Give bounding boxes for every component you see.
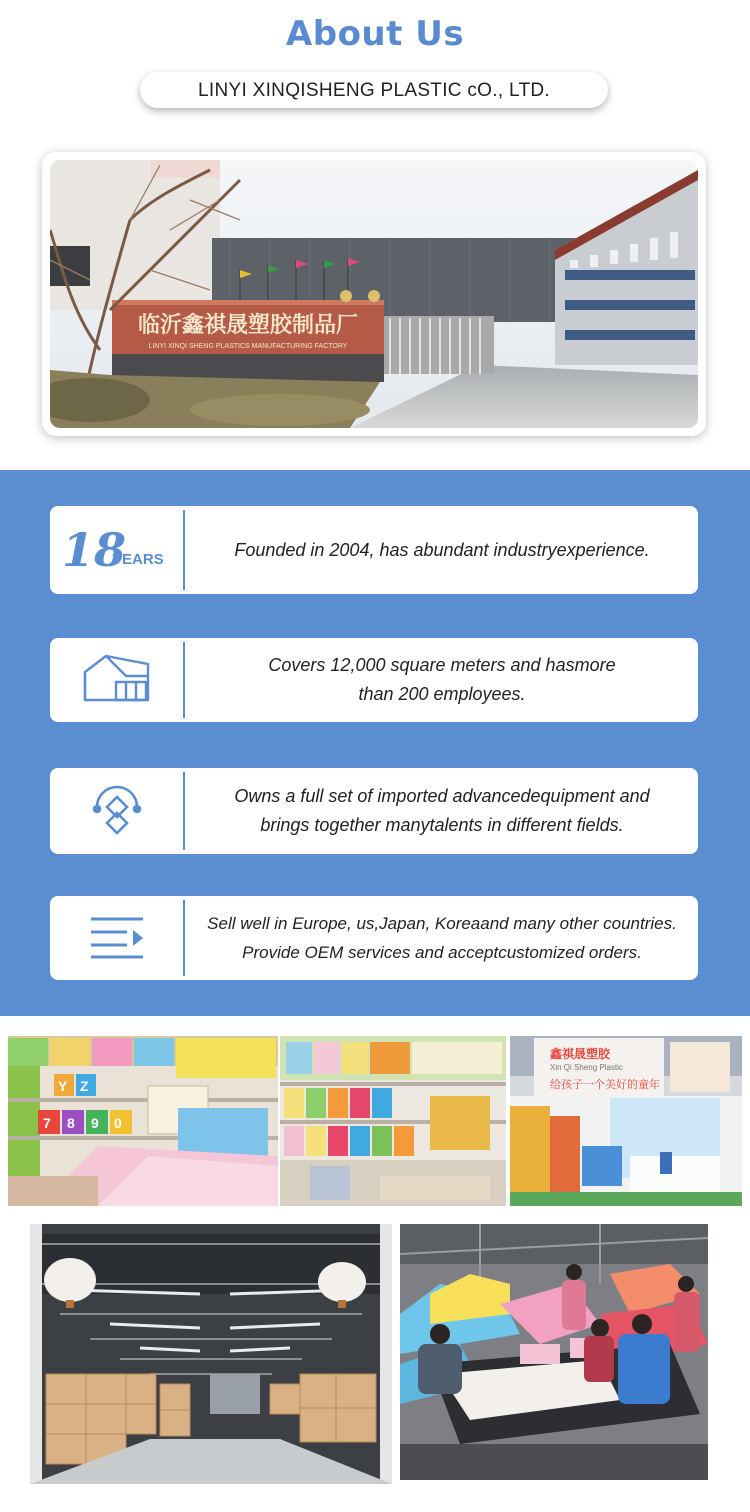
feature-founded-line-1: Founded in 2004, has abundant industryexperience. <box>234 539 650 560</box>
factory-gate-photo <box>50 160 698 428</box>
feature-card-area <box>50 638 698 722</box>
feature-markets-line-1: Sell well in Europe, us,Japan, Koreaand many other countries. <box>207 914 677 933</box>
showroom-photo-1 <box>8 1036 278 1206</box>
svg-text:给孩子一个美好的童年: 给孩子一个美好的童年 <box>550 1078 660 1091</box>
exhibition-booth-photo <box>510 1036 742 1206</box>
company-name-pill: LINYI XINQISHENG PLASTIC cO., LTD. <box>140 72 608 108</box>
svg-text:Y: Y <box>58 1078 68 1094</box>
svg-text:YEARS: YEARS <box>112 551 164 568</box>
diamond-orbit-icon <box>50 768 184 854</box>
factory-sign-english: LINYI XINQI SHENG PLASTICS MANUFACTURING FACTORY <box>148 343 348 350</box>
feature-card-founded <box>50 506 698 594</box>
svg-text:0: 0 <box>114 1115 122 1131</box>
feature-area-line-1: Covers 12,000 square meters and hasmore <box>268 655 616 675</box>
showroom-photo-2 <box>280 1036 506 1206</box>
svg-text:Xin Qi Sheng Plastic: Xin Qi Sheng Plastic <box>550 1063 623 1072</box>
svg-text:18: 18 <box>62 524 127 576</box>
svg-text:7: 7 <box>43 1115 51 1131</box>
warehouse-photo <box>30 1224 392 1484</box>
18-years-badge-icon <box>50 506 184 594</box>
svg-text:鑫祺晟塑胶: 鑫祺晟塑胶 <box>550 1047 611 1061</box>
svg-text:9: 9 <box>91 1115 99 1131</box>
factory-sign-chinese: 临沂鑫祺晟塑胶制品厂 <box>137 312 359 338</box>
feature-card-markets <box>50 896 698 980</box>
page-title: About Us <box>285 14 465 54</box>
svg-text:Z: Z <box>80 1078 89 1094</box>
feature-equipment-line-1: Owns a full set of imported advancedequipment and <box>234 786 650 806</box>
feature-card-equipment <box>50 768 698 854</box>
feature-markets-line-2: Provide OEM services and acceptcustomized orders. <box>242 943 642 962</box>
building-icon <box>50 638 184 722</box>
feature-area-line-2: than 200 employees. <box>358 684 526 704</box>
list-arrow-icon <box>50 896 184 980</box>
svg-text:8: 8 <box>67 1115 75 1131</box>
production-line-photo <box>400 1224 708 1480</box>
feature-equipment-line-2: brings together manytalents in different fields. <box>260 815 624 835</box>
factory-photo-frame <box>42 152 706 436</box>
